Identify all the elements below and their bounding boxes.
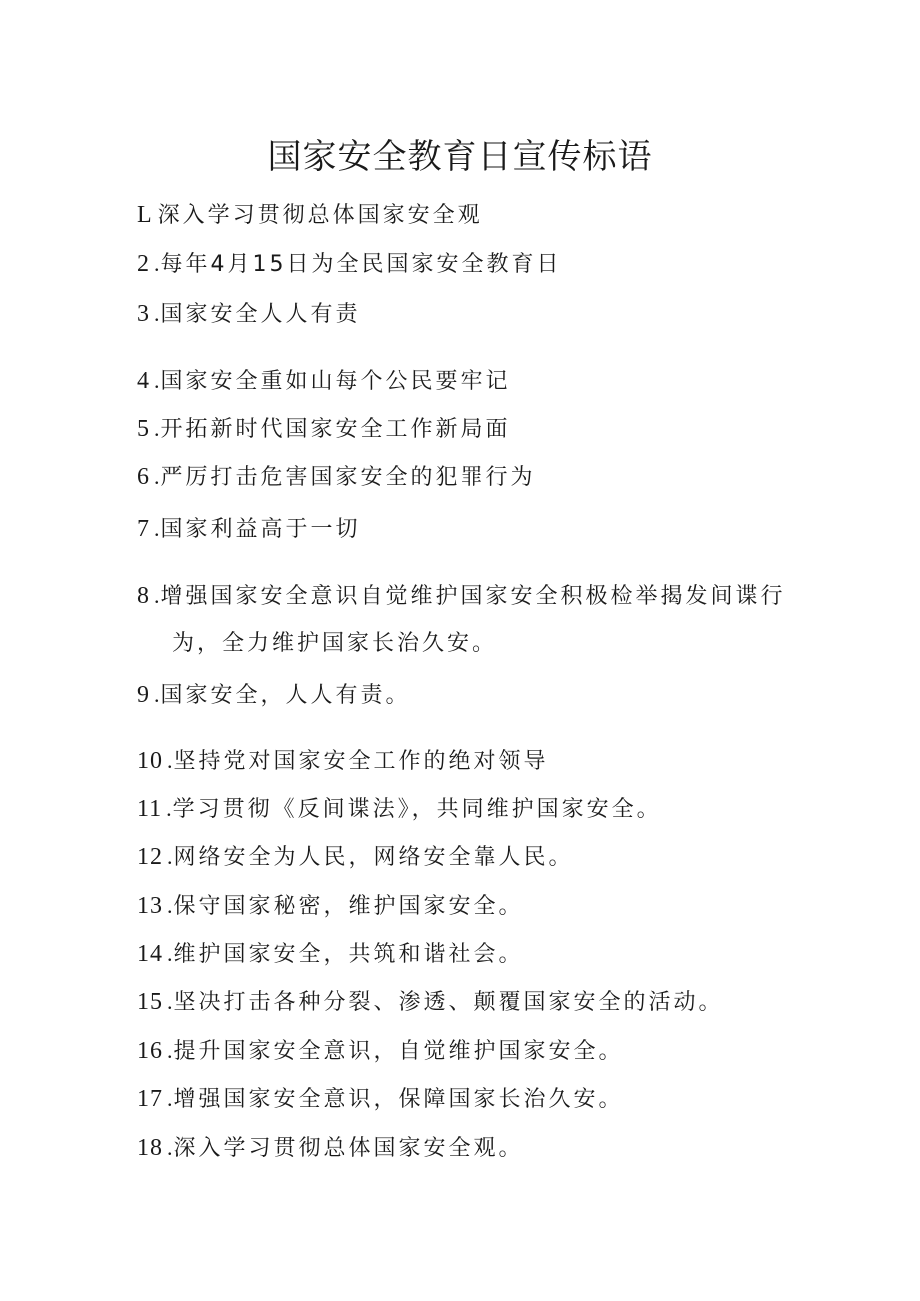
item-text: 增强国家安全意识自觉维护国家安全积极检举揭发间谍行 (160, 584, 786, 609)
item-text: 每年4月15日为全民国家安全教育日 (160, 252, 562, 277)
item-number: 17 (137, 1086, 163, 1112)
item-separator: . (154, 516, 160, 541)
item-number: 16 (137, 1038, 163, 1064)
item-text: 国家安全，人人有责。 (160, 683, 411, 708)
list-item (137, 462, 536, 493)
list-item (137, 842, 574, 873)
item-separator: . (154, 416, 160, 441)
item-number: 12 (137, 844, 163, 870)
item-number: 11 (137, 796, 163, 822)
item-separator: . (166, 796, 172, 821)
item-separator: . (167, 893, 173, 918)
list-item (137, 366, 511, 397)
list-item (137, 249, 562, 280)
item-number: L (137, 202, 153, 228)
item-separator: . (154, 251, 160, 276)
item-text: 国家安全人人有责 (160, 302, 361, 327)
list-item (137, 299, 361, 330)
item-separator: . (154, 301, 160, 326)
item-number: 13 (137, 893, 163, 919)
item-number: 3 (137, 301, 150, 327)
item-separator: . (167, 989, 173, 1014)
list-item (137, 680, 411, 711)
item-separator: . (154, 464, 160, 489)
item-number: 4 (137, 368, 150, 394)
page-title: 国家安全教育日宣传标语 (267, 137, 653, 177)
item-text: 网络安全为人民，网络安全靠人民。 (173, 845, 574, 870)
item-separator: . (154, 682, 160, 707)
item-text: 开拓新时代国家安全工作新局面 (160, 417, 511, 442)
item-separator: . (167, 748, 173, 773)
item-text: 国家利益高于一切 (160, 517, 361, 542)
item-separator: . (167, 1038, 173, 1063)
item-separator: . (167, 1086, 173, 1111)
list-item (137, 200, 483, 231)
item-text: 学习贯彻《反间谍法》，共同维护国家安全。 (172, 797, 662, 822)
list-item (137, 414, 511, 445)
item-number: 7 (137, 516, 150, 542)
list-item (137, 1133, 524, 1164)
list-item (137, 1084, 624, 1115)
item-text: 增强国家安全意识，保障国家长治久安。 (173, 1087, 624, 1112)
item-separator: . (167, 941, 173, 966)
list-item (137, 939, 524, 970)
item-separator: . (167, 844, 173, 869)
list-item (137, 514, 361, 545)
item-number: 14 (137, 941, 163, 967)
item-text: 维护国家安全，共筑和谐社会。 (173, 942, 524, 967)
list-item (137, 746, 549, 777)
item-number: 18 (137, 1135, 163, 1161)
item-number: 9 (137, 682, 150, 708)
item-number: 5 (137, 416, 150, 442)
item-text: 保守国家秘密，维护国家安全。 (173, 894, 524, 919)
item-text: 提升国家安全意识，自觉维护国家安全。 (173, 1039, 624, 1064)
item-text: 国家安全重如山每个公民要牢记 (160, 369, 511, 394)
list-item (137, 581, 786, 612)
item-number: 15 (137, 989, 163, 1015)
item-separator: . (154, 368, 160, 393)
list-item (137, 794, 662, 825)
list-item (137, 1036, 624, 1067)
item-text: 严厉打击危害国家安全的犯罪行为 (160, 465, 536, 490)
item-text: 深入学习贯彻总体国家安全观。 (173, 1136, 524, 1161)
item-number: 8 (137, 583, 150, 609)
item-text: 深入学习贯彻总体国家安全观 (157, 203, 483, 228)
list-item (137, 891, 524, 922)
item-number: 6 (137, 464, 150, 490)
item-text: 坚决打击各种分裂、渗透、颠覆国家安全的活动。 (173, 990, 724, 1015)
item-number: 2 (137, 251, 150, 277)
item-text: 坚持党对国家安全工作的绝对领导 (173, 749, 549, 774)
item-separator: . (154, 583, 160, 608)
item-continuation-text: 为，全力维护国家长治久安。 (172, 631, 498, 656)
list-item (137, 987, 724, 1018)
item-separator: . (167, 1135, 173, 1160)
item-number: 10 (137, 748, 163, 774)
